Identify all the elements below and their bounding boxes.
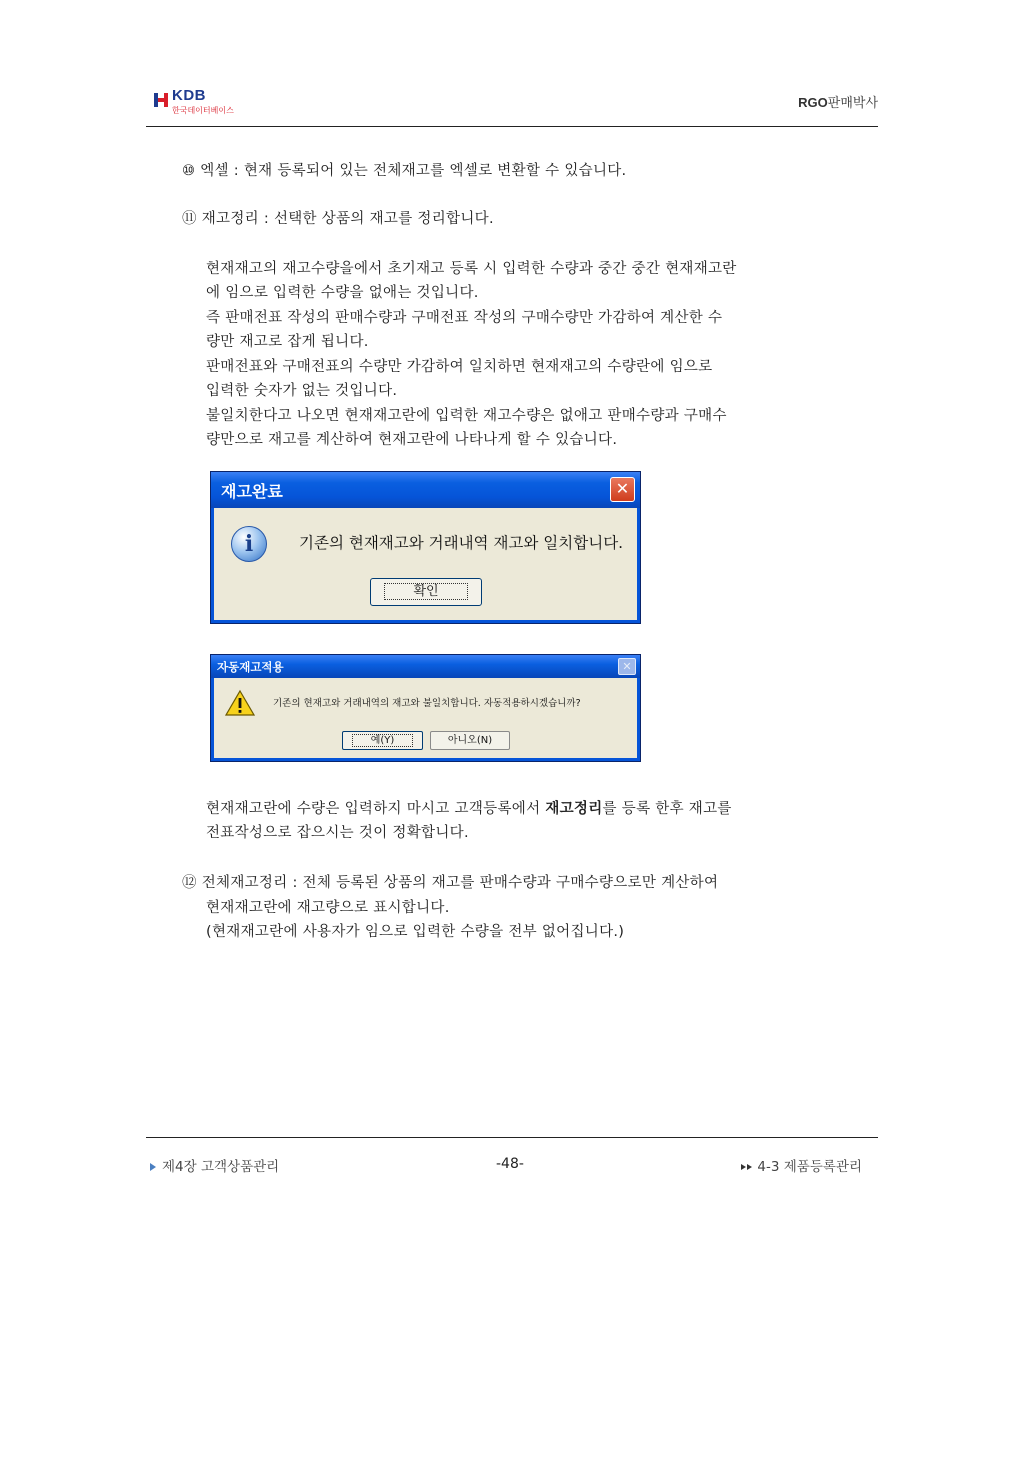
- yes-button-label: 예(Y): [352, 734, 414, 747]
- double-arrow-icon: [741, 1164, 746, 1170]
- no-button[interactable]: 아니오(N): [430, 731, 510, 750]
- dialog-frame-right: [637, 508, 640, 623]
- text-run: 현재재고란에 수량은 입력하지 마시고 고객등록에서: [206, 801, 546, 817]
- dialog-frame-bottom: [211, 620, 640, 623]
- auto-inventory-apply-dialog: [210, 654, 641, 762]
- dialog-titlebar[interactable]: [211, 472, 640, 508]
- text-run: 를 등록 한후 재고를: [602, 801, 732, 817]
- item-11-inventory-clean: ⑪ 재고정리 : 선택한 상품의 재고를 정리합니다.: [182, 211, 494, 227]
- footer-divider: [146, 1137, 878, 1138]
- dialog-frame-bottom: [211, 758, 640, 761]
- footer-chapter-label: 제4장 고객상품관리: [162, 1159, 280, 1175]
- double-arrow-icon-part: [747, 1164, 752, 1170]
- dialog-titlebar[interactable]: [211, 655, 640, 678]
- dialog-frame-left: [211, 678, 214, 761]
- paragraph-line: 현재재고의 재고수량을에서 초기재고 등록 시 입력한 수량과 중간 중간 현재재고란: [206, 261, 737, 277]
- product-name-suffix: 판매박사: [827, 95, 878, 110]
- ok-button[interactable]: [370, 578, 482, 606]
- dialog-frame-right: [637, 678, 640, 761]
- product-name-prefix: RGO: [798, 95, 828, 110]
- paragraph-line: 량만 재고로 잡게 됩니다.: [206, 334, 369, 350]
- ok-button-label: 확인: [384, 583, 467, 600]
- footer-section-label: 4-3 제품등록관리: [757, 1159, 862, 1175]
- item-12-full-inventory-clean: ⑫ 전체재고정리 : 전체 등록된 상품의 재고를 판매수량과 구매수량으로만 계산하여: [182, 875, 719, 891]
- close-button[interactable]: ✕: [610, 477, 635, 502]
- logo-text: KDB: [172, 87, 206, 104]
- paragraph-line: (현재재고란에 사용자가 임으로 입력한 수량을 전부 없어집니다.): [206, 924, 625, 940]
- footer-section: [741, 1155, 862, 1175]
- paragraph-line: 불일치한다고 나오면 현재재고란에 입력한 재고수량은 없애고 판매수량과 구매수: [206, 408, 727, 424]
- kdb-logo-mark-icon: [154, 93, 168, 107]
- dialog-message: 기존의 현재재고와 거래내역 재고와 일치합니다.: [299, 534, 624, 552]
- product-name: [798, 92, 878, 111]
- info-icon: i: [231, 526, 267, 562]
- paragraph-line: 에 임으로 입력한 수량을 없애는 것입니다.: [206, 285, 479, 301]
- paragraph-line: [206, 797, 732, 822]
- paragraph-line: 입력한 숫자가 없는 것입니다.: [206, 383, 398, 399]
- dialog-title: 재고완료: [221, 482, 283, 501]
- item-10-excel: ⑩ 엑셀 : 현재 등록되어 있는 전체재고를 엑셀로 변환할 수 있습니다.: [182, 163, 627, 179]
- dialog-frame-left: [211, 508, 214, 623]
- paragraph-line: 현재재고란에 재고량으로 표시합니다.: [206, 900, 450, 916]
- paragraph-line: 전표작성으로 잡으시는 것이 정확합니다.: [206, 825, 469, 841]
- paragraph-line: 량만으로 재고를 계산하여 현재고란에 나타나게 할 수 있습니다.: [206, 432, 618, 448]
- paragraph-line: 판매전표와 구매전표의 수량만 가감하여 일치하면 현재재고의 수량란에 임으로: [206, 359, 713, 375]
- bold-term: 재고정리: [545, 801, 603, 817]
- page-header: [146, 82, 878, 126]
- warning-icon: [225, 689, 255, 717]
- dialog-message: 기존의 현재고와 거래내역의 재고와 불일치합니다. 자동적용하시겠습니까?: [273, 698, 581, 709]
- inventory-complete-dialog: [210, 471, 641, 624]
- page-number: -48-: [496, 1156, 524, 1172]
- yes-button[interactable]: [342, 731, 423, 750]
- footer-chapter: [150, 1155, 279, 1175]
- triangle-bullet-icon: [150, 1163, 156, 1171]
- paragraph-line: 즉 판매전표 작성의 판매수량과 구매전표 작성의 구매수량만 가감하여 계산한 수: [206, 310, 723, 326]
- header-divider: [146, 126, 878, 127]
- dialog-title: 자동재고적용: [217, 660, 284, 674]
- logo-subtext: 한국데이터베이스: [172, 106, 234, 115]
- close-button[interactable]: ✕: [618, 658, 636, 675]
